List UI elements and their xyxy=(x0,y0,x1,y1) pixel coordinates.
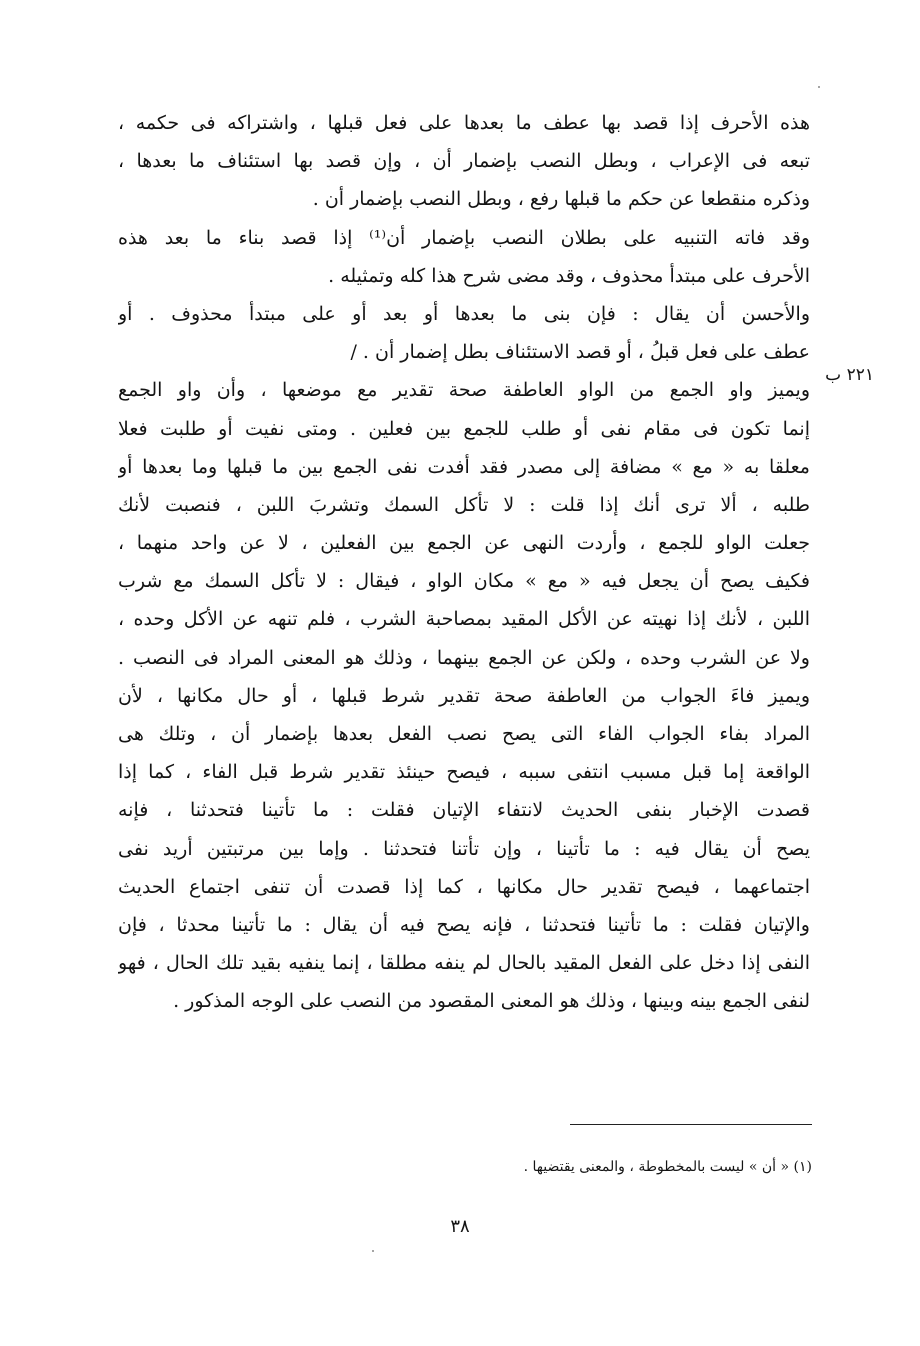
text-line: لنفى الجمع بينه وبينها ، وذلك هو المعنى المقصود من النصب على الوجه المذكور . xyxy=(173,990,810,1013)
text-line: طلبه ، ألا ترى أنك إذا قلت : لا تأكل السمك وتشربَ اللبن ، فنصبت لأنك xyxy=(118,493,810,516)
footnote: (١) « أن » ليست بالمخطوطة ، والمعنى يقتضيها . xyxy=(523,1159,812,1175)
text-line: والإتيان فقلت : ما تأتينا فتحدثنا ، فإنه يصح فيه أن يقال : ما تأتينا محدثا ، فإن xyxy=(118,913,810,936)
text-line: هذه الأحرف إذا قصد بها عطف ما بعدها على فعل قبلها ، واشتراكه فى حكمه ، xyxy=(118,112,810,134)
text-line: تبعه فى الإعراب ، وبطل النصب بإضمار أن ، وإن قصد بها استئناف ما بعدها ، xyxy=(118,150,810,173)
scan-speck xyxy=(818,86,820,88)
text-line: فكيف يصح أن يجعل فيه « مع » مكان الواو ، فيقال : لا تأكل السمك مع شرب xyxy=(118,570,810,593)
main-text-block xyxy=(118,104,810,1021)
text-line: ويميز واو الجمع من الواو العاطفة صحة تقدير مع موضعها ، وأن واو الجمع xyxy=(118,379,810,402)
text-line: اجتماعهما ، فيصح تقدير حال مكانها ، كما إذا قصدت أن تنفى اجتماع الحديث xyxy=(118,875,810,898)
text-line: الأحرف على مبتدأ محذوف ، وقد مضى شرح هذا كله وتمثيله . xyxy=(328,264,810,287)
footnote-separator xyxy=(570,1124,812,1125)
text-line: معلقا به « مع » مضافة إلى مصدر فقد أفدت نفى الجمع بين ما قبلها وما بعدها أو xyxy=(118,455,810,478)
text-line: المراد بفاء الجواب الفاء التى يصح نصب الفعل بعدها بإضمار أن ، وتلك هى xyxy=(118,723,810,745)
text-line: ويميز فاءَ الجواب من العاطفة صحة تقدير شرط قبلها ، أو حال مكانها ، لأن xyxy=(118,684,810,707)
text-line: وقد فاته التنبيه على بطلان النصب بإضمار أن⁽¹⁾ إذا قصد بناء ما بعد هذه xyxy=(118,226,810,249)
text-line: قصدت الإخبار بنفى الحديث لانتفاء الإتيان فقلت : ما تأتينا فتحدثنا ، فإنه xyxy=(118,799,810,822)
text-line: اللبن ، لأنك إذا نهيته عن الأكل المقيد بمصاحبة الشرب ، فلم تنهه عن الأكل وحده ، xyxy=(118,608,810,631)
text-line: والأحسن أن يقال : فإن بنى ما بعدها أو بعد أو على مبتدأ محذوف . أو xyxy=(118,302,810,325)
text-line: يصح أن يقال فيه : ما تأتينا ، وإن تأتنا فتحدثنا . وإما بين مرتبتين أريد نفى xyxy=(118,837,810,860)
manuscript-folio-marker: ٢٢١ ب xyxy=(825,365,874,385)
text-line: عطف على فعل قبلُ ، أو قصد الاستئناف بطل إضمار أن . / xyxy=(350,341,810,364)
text-line: ولا عن الشرب وحده ، ولكن عن الجمع بينهما ، وذلك هو المعنى المراد فى النصب . xyxy=(118,646,810,669)
scan-speck xyxy=(372,1250,374,1252)
text-line: وذكره منقطعا عن حكم ما قبلها رفع ، وبطل النصب بإضمار أن . xyxy=(312,188,810,211)
text-line: جعلت الواو للجمع ، وأردت النهى عن الجمع بين الفعلين ، لا عن واحد منهما ، xyxy=(118,532,810,555)
page-number: ٣٨ xyxy=(450,1216,470,1237)
text-line: الواقعة إما قبل مسبب انتفى سببه ، فيصح حينئذ تقدير شرط قبل الفاء ، كما إذا xyxy=(118,761,810,784)
text-line: إنما تكون فى مقام نفى أو طلب للجمع بين فعلين . ومتى نفيت أو طلبت فعلا xyxy=(118,417,810,440)
text-line: النفى إذا دخل على الفعل المقيد بالحال لم ينفه مطلقا ، إنما ينفيه بقيد تلك الحال ، فهو xyxy=(118,952,810,975)
